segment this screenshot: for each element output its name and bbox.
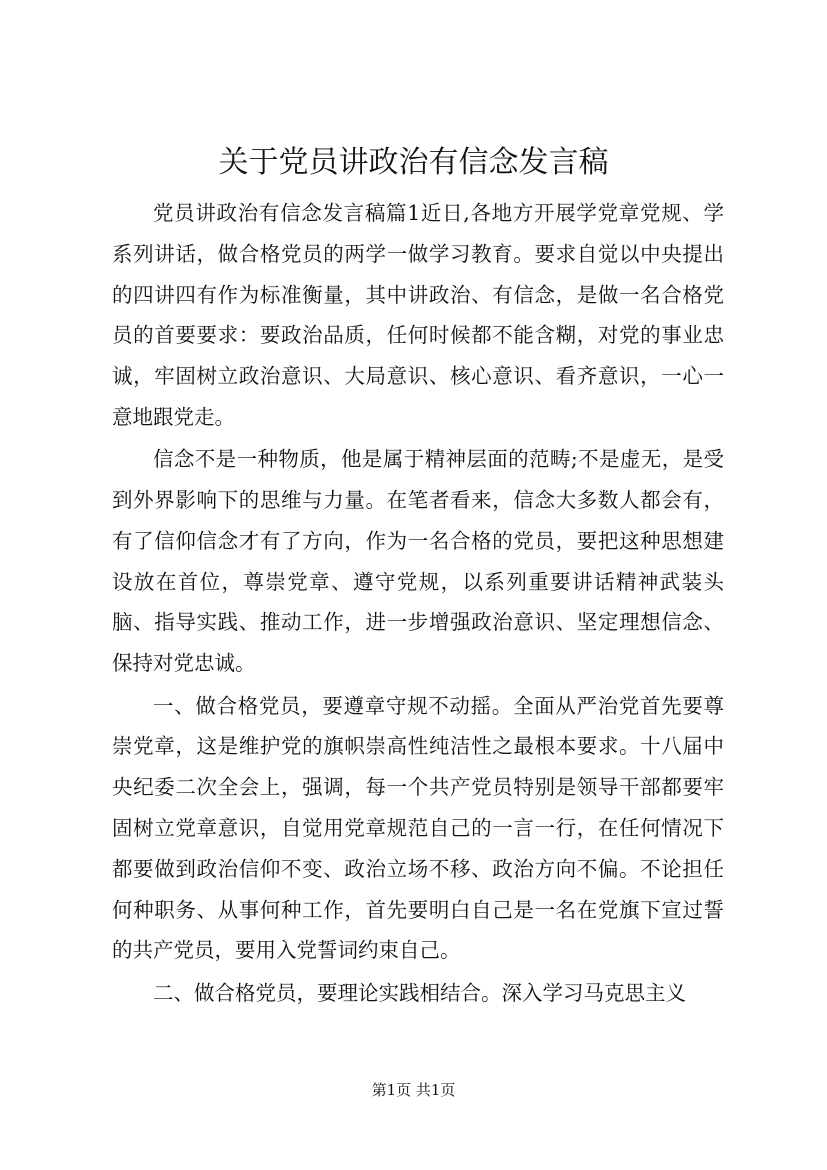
body-paragraph: 党员讲政治有信念发言稿篇1近日,各地方开展学党章党规、学系列讲话，做合格党员的两学一做学习教育。要求自觉以中央提出的四讲四有作为标准衡量，其中讲政治、有信念，是做一名合格党员的首要要求：要政治品质，任何时候都不能含糊，对党的事业忠诚，牢固树立政治意识、大局意识、核心意识、看齐意识，一心一意地跟党走。 [112,201,724,429]
body-paragraph: 二、做合格党员，要理论实践相结合。深入学习马克思主义 [153,980,686,1005]
document-body [112,193,724,1013]
body-paragraph: 一、做合格党员，要遵章守规不动摇。全面从严治党首先要尊崇党章，这是维护党的旗帜崇高性纯洁性之最根本要求。十八届中央纪委二次全会上，强调，每一个共产党员特别是领导干部都要牢固树立党章意识，自觉用党章规范自己的一言一行，在任何情况下都要做到政治信仰不变、政治立场不移、政治方向不偏。不论担任何种职务、从事何种工作，首先要明白自己是一名在党旗下宣过誓的共产党员，要用入党誓词约束自己。 [112,693,724,963]
document-title: 关于党员讲政治有信念发言稿 [218,145,609,180]
page-number-footer: 第1页 共1页 [371,1081,456,1099]
body-paragraph: 信念不是一种物质，他是属于精神层面的范畴;不是虚无，是受到外界影响下的思维与力量。在笔者看来，信念大多数人都会有，有了信仰信念才有了方向，作为一名合格的党员，要把这种思想建设放在首位，尊崇党章、遵守党规，以系列重要讲话精神武装头脑、指导实践、推动工作，进一步增强政治意识、坚定理想信念、保持对党忠诚。 [112,447,724,676]
